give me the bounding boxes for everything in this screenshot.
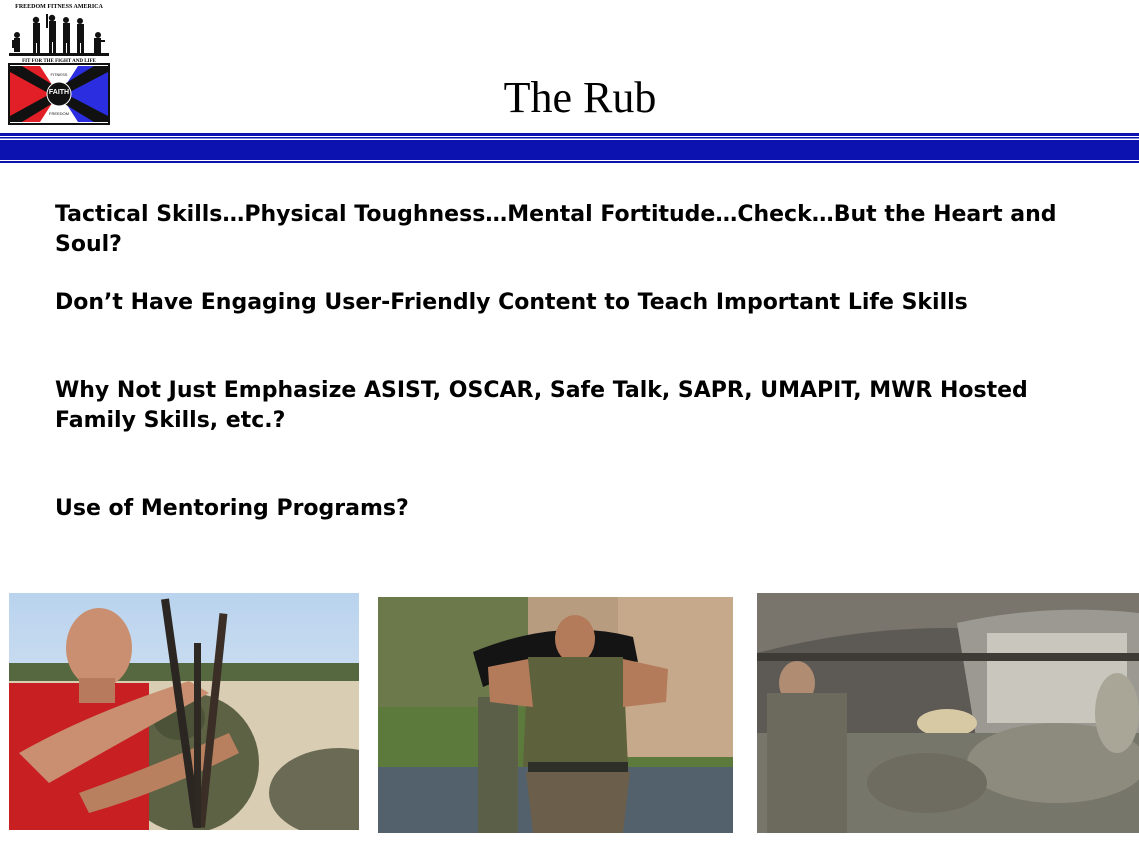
bullet-item: Don’t Have Engaging User-Friendly Content to Teach Important Life Skills	[55, 290, 968, 315]
slide-title: The Rub	[503, 73, 657, 122]
bullet-item: Tactical Skills…Physical Toughness…Mental Fortitude…Check…But the Heart and Soul?	[55, 202, 1057, 257]
logo-org-name: FREEDOM FITNESS AMERICA	[15, 4, 103, 10]
bullet-item: Use of Mentoring Programs?	[55, 496, 409, 521]
logo-tagline: FIT FOR THE FIGHT AND LIFE	[22, 59, 96, 64]
title-divider-band	[0, 133, 1139, 163]
logo-top-text: FITNESS	[50, 72, 68, 77]
aircraft-troops-photo	[757, 593, 1139, 833]
logo-center-text: FAITH	[48, 89, 70, 96]
sandbag-carry-photo	[378, 597, 733, 833]
bullet-item: Why Not Just Emphasize ASIST, OSCAR, Safe Talk, SAPR, UMAPIT, MWR Hosted Family Skills, etc.?	[55, 378, 1028, 433]
soldier-weapons-photo	[9, 593, 359, 830]
logo-bottom-text: FREEDOM	[49, 111, 69, 116]
